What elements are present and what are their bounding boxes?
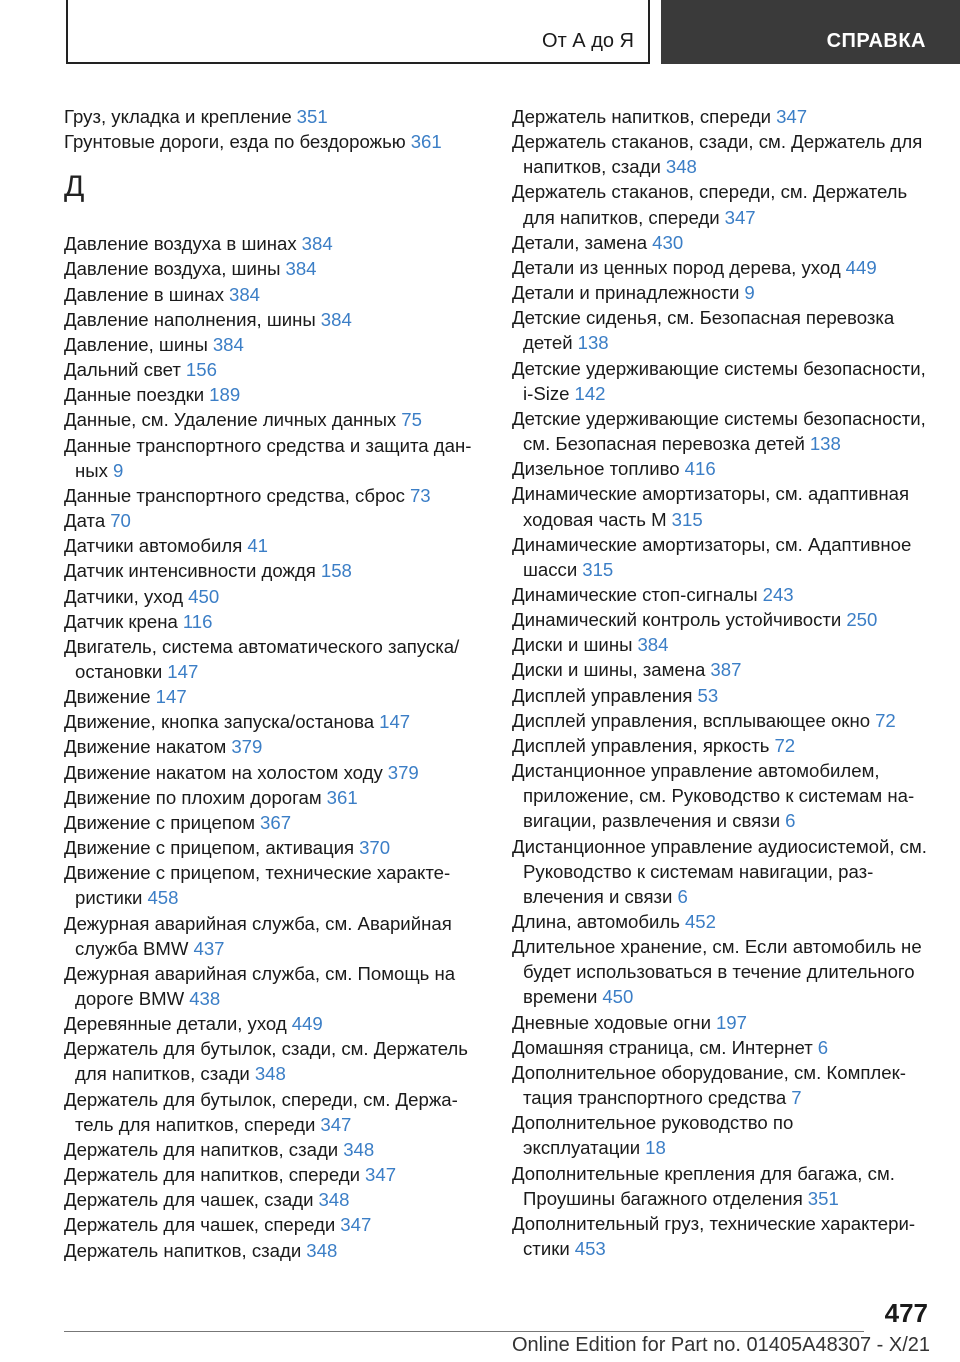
index-entry bbox=[64, 734, 484, 759]
entry-text: Держатель для напитков, сзади bbox=[64, 1138, 339, 1160]
index-entry bbox=[64, 1187, 484, 1212]
index-entry bbox=[64, 407, 484, 432]
entry-text: Дистанционное управление аудиосистемой, см. Руководство к системам навигации, развлечения и связи bbox=[512, 835, 927, 907]
page-link[interactable]: 315 bbox=[582, 558, 614, 580]
page-link[interactable]: 6 bbox=[785, 810, 796, 832]
index-entry bbox=[64, 810, 484, 835]
index-entry bbox=[64, 433, 484, 483]
entry-text: Датчики, уход bbox=[64, 585, 184, 607]
index-entry bbox=[64, 860, 484, 910]
entry-text: Движение с прицепом bbox=[64, 811, 256, 833]
page-link[interactable]: 438 bbox=[189, 988, 221, 1009]
reference-tab[interactable] bbox=[661, 0, 960, 64]
index-entry bbox=[64, 558, 484, 583]
index-entry bbox=[64, 760, 484, 785]
page-link[interactable]: 384 bbox=[301, 233, 333, 255]
index-entry bbox=[64, 1087, 484, 1137]
index-entry bbox=[64, 609, 484, 634]
index-entry bbox=[512, 255, 932, 280]
entry-text: Движение с прицепом, технические характеристики bbox=[64, 862, 451, 909]
page-link[interactable]: 147 bbox=[379, 711, 411, 733]
index-entry bbox=[512, 230, 932, 255]
section-tab-label: От А до Я bbox=[542, 30, 634, 52]
page-link[interactable]: 449 bbox=[291, 1013, 323, 1035]
entry-text: Длина, автомобиль bbox=[512, 911, 680, 932]
entry-text: Динамические амортизаторы, см. Адаптивное шасси bbox=[512, 533, 912, 580]
index-entry bbox=[512, 607, 932, 632]
entry-text: Движение накатом bbox=[64, 736, 227, 758]
entry-text: Дежурная аварийная служба, см. Аварийная служба BMW bbox=[64, 912, 452, 959]
entry-text: Движение с прицепом, активация bbox=[64, 837, 355, 859]
entry-text: Дополнительное руководство по эксплуатации bbox=[512, 1112, 794, 1159]
page-link[interactable]: 6 bbox=[817, 1036, 829, 1058]
entry-text: Детские удерживающие системы безопасности, см. Безопасная перевозка детей bbox=[512, 407, 926, 455]
letter-heading: Д bbox=[64, 170, 85, 204]
entry-text: Держатель для напитков, спереди bbox=[64, 1164, 361, 1186]
entry-text: Данные транспортного средства, сброс bbox=[64, 484, 405, 506]
index-entry bbox=[512, 1110, 932, 1160]
index-entry bbox=[64, 357, 484, 382]
index-entry bbox=[512, 356, 932, 406]
page-link[interactable]: 351 bbox=[807, 1187, 839, 1209]
page-link[interactable]: 348 bbox=[665, 156, 697, 178]
index-entry bbox=[512, 683, 932, 708]
index-entry bbox=[512, 1060, 932, 1110]
page-link[interactable]: 53 bbox=[697, 684, 719, 706]
page-link[interactable]: 72 bbox=[875, 709, 896, 731]
index-entry bbox=[64, 709, 484, 734]
page-link[interactable]: 458 bbox=[147, 887, 179, 909]
entry-text: Длительное хранение, см. Если автомобиль не будет использоваться в течение длительного времени bbox=[512, 936, 922, 1008]
page-link[interactable]: 452 bbox=[684, 911, 716, 932]
index-entry bbox=[512, 1010, 932, 1035]
entry-text: Держатель стаканов, сзади, см. Держатель для напитков, сзади bbox=[512, 131, 923, 178]
page-link[interactable]: 347 bbox=[340, 1214, 372, 1236]
page-link[interactable]: 361 bbox=[326, 786, 358, 808]
entry-text: Давление воздуха, шины bbox=[64, 258, 281, 280]
page-number: 477 bbox=[884, 1298, 928, 1328]
index-entry bbox=[512, 406, 932, 456]
entry-text: Двигатель, система автоматического запуска/ остановки bbox=[64, 635, 460, 682]
page-link[interactable]: 138 bbox=[809, 433, 841, 455]
page-link[interactable]: 361 bbox=[410, 131, 442, 153]
entry-text: Дисплей управления, яркость bbox=[512, 734, 770, 756]
page-link[interactable]: 387 bbox=[710, 659, 742, 681]
entry-text: Держатель для чашек, сзади bbox=[64, 1189, 314, 1211]
entry-text: Данные поездки bbox=[64, 384, 205, 406]
index-entry bbox=[64, 835, 484, 860]
entry-text: Движение накатом на холостом ходу bbox=[64, 761, 383, 783]
entry-text: Диски и шины, замена bbox=[512, 659, 706, 681]
section-tab[interactable] bbox=[66, 0, 650, 64]
entry-text: Дополнительный груз, технические характеристики bbox=[512, 1212, 916, 1260]
entry-text: Движение, кнопка запуска/останова bbox=[64, 711, 375, 733]
page-link[interactable]: 156 bbox=[185, 359, 217, 381]
reference-tab-label: СПРАВКА bbox=[826, 30, 926, 52]
entry-text: Дежурная аварийная служба, см. Помощь на дороге BMW bbox=[64, 962, 456, 1009]
entry-text: Детали, замена bbox=[512, 231, 648, 253]
page-link[interactable]: 437 bbox=[193, 937, 225, 959]
entry-text: Датчики автомобиля bbox=[64, 535, 243, 557]
index-entry bbox=[64, 129, 484, 154]
index-entry bbox=[64, 483, 484, 508]
index-entry bbox=[64, 307, 484, 332]
page-link[interactable]: 7 bbox=[791, 1087, 802, 1109]
index-entry bbox=[512, 708, 932, 733]
entry-text: Дополнительное оборудование, см. Комплектация транспортного средства bbox=[512, 1061, 906, 1109]
page-link[interactable]: 450 bbox=[602, 986, 634, 1008]
index-entry bbox=[512, 280, 932, 305]
entry-text: Детали из ценных пород дерева, уход bbox=[512, 256, 841, 278]
entry-text: Дневные ходовые огни bbox=[512, 1011, 711, 1033]
index-entry bbox=[512, 657, 932, 682]
entry-text: Груз, укладка и крепление bbox=[64, 106, 292, 127]
index-entry bbox=[64, 1036, 484, 1086]
entry-text: Дальний свет bbox=[64, 359, 181, 381]
page-link[interactable]: 449 bbox=[845, 256, 877, 278]
index-entry bbox=[512, 1035, 932, 1060]
page-link[interactable]: 367 bbox=[260, 811, 292, 833]
footer-divider bbox=[64, 1331, 864, 1332]
entry-text: Динамические амортизаторы, см. адаптивная ходовая часть M bbox=[512, 483, 910, 530]
entry-text: Датчик крена bbox=[64, 610, 178, 632]
page-link[interactable]: 430 bbox=[652, 231, 684, 253]
entry-text: Держатель напитков, спереди bbox=[512, 106, 772, 127]
page-link[interactable]: 379 bbox=[387, 761, 419, 783]
entry-text: Детские сиденья, см. Безопасная перевозка детей bbox=[512, 307, 895, 354]
page-link[interactable]: 9 bbox=[112, 459, 124, 481]
entry-text: Динамические стоп-сигналы bbox=[512, 583, 758, 605]
page-link[interactable]: 315 bbox=[671, 508, 703, 530]
index-entry bbox=[64, 584, 484, 609]
edition-footer: Online Edition for Part no. 01405A48307 - X/21 bbox=[511, 1334, 930, 1356]
entry-text: Движение по плохим дорогам bbox=[64, 786, 322, 808]
page-link[interactable]: 189 bbox=[209, 384, 241, 406]
index-entry bbox=[64, 382, 484, 407]
page-link[interactable]: 453 bbox=[574, 1238, 606, 1260]
page-link[interactable]: 347 bbox=[320, 1113, 352, 1135]
entry-text: Дисплей управления, всплывающее окно bbox=[512, 709, 871, 731]
index-entry bbox=[512, 1211, 932, 1261]
index-entry bbox=[512, 1161, 932, 1211]
index-entry bbox=[64, 1162, 484, 1187]
index-entry bbox=[512, 582, 932, 607]
page-link[interactable]: 347 bbox=[724, 206, 756, 228]
entry-text: Давление, шины bbox=[64, 333, 208, 355]
entry-text: Дополнительные крепления для багажа, см. Проушины багажного отделения bbox=[512, 1162, 895, 1209]
page-link[interactable]: 18 bbox=[645, 1137, 666, 1159]
index-entry bbox=[512, 481, 932, 531]
page-link[interactable]: 379 bbox=[231, 736, 263, 758]
page-link[interactable]: 75 bbox=[401, 409, 422, 431]
page-link[interactable]: 41 bbox=[247, 535, 269, 557]
index-entry bbox=[64, 282, 484, 307]
page-link[interactable]: 384 bbox=[229, 283, 261, 305]
entry-text: Данные транспортного средства и защита данных bbox=[64, 434, 472, 481]
index-entry bbox=[512, 834, 932, 909]
index-entry bbox=[512, 129, 932, 179]
index-entry bbox=[512, 104, 932, 129]
page-link[interactable]: 348 bbox=[343, 1138, 375, 1160]
page-link[interactable]: 116 bbox=[182, 610, 213, 632]
index-entry bbox=[512, 456, 932, 481]
page-link[interactable]: 147 bbox=[155, 686, 187, 708]
index-entry bbox=[64, 332, 484, 357]
entry-text: Детали и принадлежности bbox=[512, 282, 740, 304]
index-entry bbox=[64, 231, 484, 256]
page-link[interactable]: 348 bbox=[318, 1189, 350, 1211]
page-link[interactable]: 348 bbox=[254, 1063, 286, 1085]
entry-text: Датчик интенсивности дождя bbox=[64, 560, 316, 582]
entry-text: Грунтовые дороги, езда по бездорожью bbox=[64, 131, 406, 153]
entry-text: Держатель для бутылок, сзади, см. Держатель для напитков, сзади bbox=[64, 1038, 468, 1085]
page-link[interactable]: 450 bbox=[188, 585, 220, 607]
page-link[interactable]: 416 bbox=[684, 458, 716, 480]
page-link[interactable]: 384 bbox=[320, 308, 352, 330]
index-entry bbox=[512, 934, 932, 1009]
index-entry bbox=[512, 532, 932, 582]
page-link[interactable]: 73 bbox=[409, 484, 431, 506]
entry-text: Дистанционное управление автомобилем, приложение, см. Руководство к системам навигации, развлечения и связи bbox=[512, 760, 915, 832]
entry-text: Давление наполнения, шины bbox=[64, 308, 316, 330]
index-entry bbox=[64, 1238, 484, 1263]
page-link[interactable]: 347 bbox=[365, 1164, 397, 1186]
index-entry bbox=[64, 1212, 484, 1237]
page-link[interactable]: 347 bbox=[776, 106, 808, 127]
index-entry bbox=[64, 1011, 484, 1036]
page-link[interactable]: 9 bbox=[744, 282, 755, 304]
page-link[interactable]: 384 bbox=[637, 634, 669, 656]
page-link[interactable]: 384 bbox=[212, 333, 244, 355]
index-entry bbox=[64, 785, 484, 810]
entry-text: Дата bbox=[64, 510, 106, 532]
page-link[interactable]: 70 bbox=[110, 510, 131, 532]
index-entry bbox=[512, 758, 932, 833]
index-entry bbox=[512, 733, 932, 758]
page-link[interactable]: 197 bbox=[715, 1011, 747, 1033]
entry-text: Детские удерживающие системы безопасности, i-Size bbox=[512, 357, 926, 404]
entry-text: Движение bbox=[64, 686, 151, 708]
page-link[interactable]: 348 bbox=[306, 1239, 338, 1261]
index-entry bbox=[64, 256, 484, 281]
page-link[interactable]: 384 bbox=[285, 258, 317, 280]
page-link[interactable]: 138 bbox=[577, 332, 609, 354]
entry-text: Давление в шинах bbox=[64, 283, 224, 305]
index-entry bbox=[512, 909, 932, 934]
index-entry bbox=[64, 104, 484, 129]
entry-text: Держатель стаканов, спереди, см. Держатель для напитков, спереди bbox=[512, 181, 908, 228]
index-entry bbox=[64, 508, 484, 533]
page-link[interactable]: 6 bbox=[677, 885, 688, 907]
page-link[interactable]: 351 bbox=[296, 106, 328, 127]
entry-text: Деревянные детали, уход bbox=[64, 1013, 287, 1035]
page-link[interactable]: 158 bbox=[320, 560, 352, 582]
entry-text: Данные, см. Удаление личных данных bbox=[64, 409, 397, 431]
page-link[interactable]: 243 bbox=[762, 583, 794, 605]
index-entry bbox=[64, 911, 484, 961]
index-entry bbox=[512, 305, 932, 355]
letter-entries bbox=[64, 231, 484, 1262]
entry-text: Держатель для бутылок, спереди, см. Держатель для напитков, спереди bbox=[64, 1088, 458, 1135]
index-entry bbox=[64, 961, 484, 1011]
page-link[interactable]: 370 bbox=[359, 837, 391, 859]
index-entry bbox=[64, 634, 484, 684]
top-entries bbox=[64, 104, 484, 154]
entry-text: Дизельное топливо bbox=[512, 458, 680, 480]
page-link[interactable]: 72 bbox=[774, 734, 796, 756]
index-entry bbox=[512, 179, 932, 229]
entry-text: Держатель напитков, сзади bbox=[64, 1239, 302, 1261]
entry-text: Динамический контроль устойчивости bbox=[512, 609, 842, 631]
entry-text: Домашняя страница, см. Интернет bbox=[512, 1036, 813, 1058]
index-entry bbox=[64, 1137, 484, 1162]
index-column-right bbox=[512, 104, 932, 1261]
right-entries bbox=[512, 104, 932, 1261]
index-entry bbox=[64, 684, 484, 709]
page-link[interactable]: 142 bbox=[574, 382, 606, 404]
index-entry bbox=[512, 632, 932, 657]
entry-text: Держатель для чашек, спереди bbox=[64, 1214, 336, 1236]
index-column-left bbox=[64, 104, 484, 1263]
entry-text: Давление воздуха в шинах bbox=[64, 233, 297, 255]
entry-text: Диски и шины bbox=[512, 634, 633, 656]
page-link[interactable]: 250 bbox=[846, 609, 878, 631]
entry-text: Дисплей управления bbox=[512, 684, 693, 706]
index-entry bbox=[64, 533, 484, 558]
page-link[interactable]: 147 bbox=[167, 660, 199, 682]
